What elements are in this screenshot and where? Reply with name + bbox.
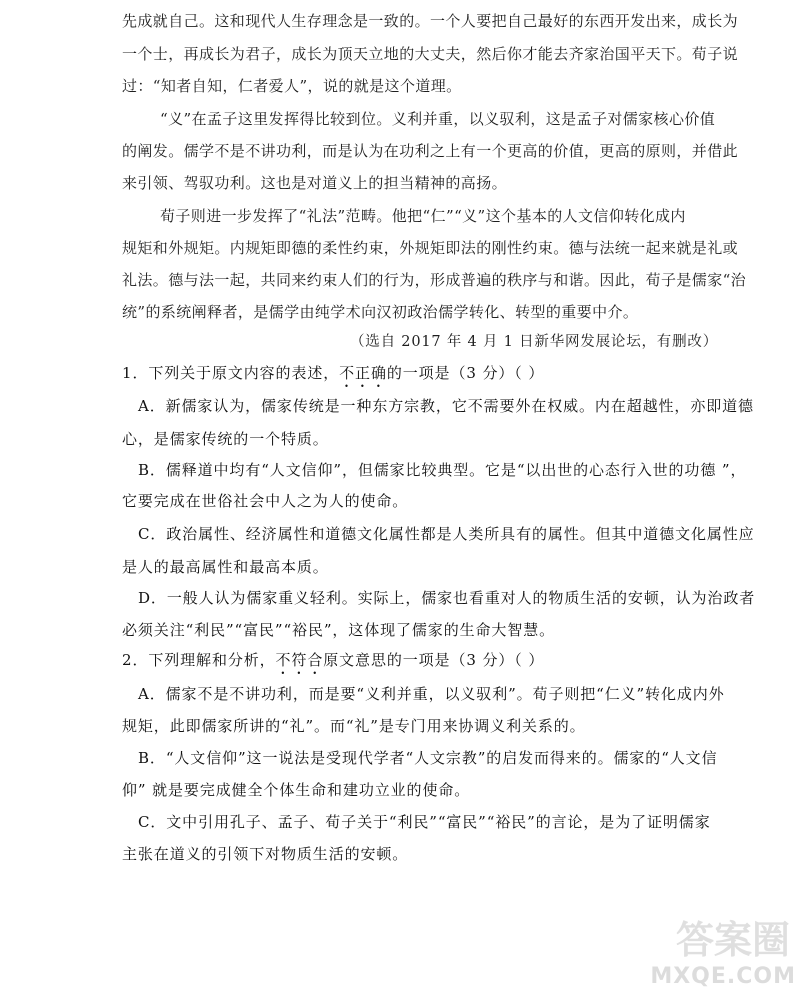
q2-option-b: B．“人文信仰”这一说法是受现代学者“人文宗教”的启发而得来的。儒家的“人文信 [138,749,718,767]
question-1-stem: 1．下列关于原文内容的表述，不正确的一项是（3 分）（ ） [122,364,545,382]
q2-option-c-cont: 主张在道义的引领下对物质生活的安顿。 [122,845,409,863]
passage-line: 来引领、驾驭功利。这也是对道义上的担当精神的高扬。 [122,174,508,192]
q2-option-a-cont: 规矩，此即儒家所讲的“礼”。而“礼”是专门用来协调义利关系的。 [122,717,586,735]
passage-line: 的阐发。儒学不是不讲功利，而是认为在功利之上有一个更高的价值，更高的原则，并借此 [122,142,739,160]
watermark-text: MXQE.COM [650,964,796,989]
q1-option-c-cont: 是人的最高属性和最高本质。 [122,558,329,576]
q1-option-d-cont: 必须关注“利民”“富民”“裕民”，这体现了儒家的生命大智慧。 [122,621,556,639]
passage-line: 礼法。德与法一起，共同来约束人们的行为，形成普遍的秩序与和谐。因此，荀子是儒家“治 [122,271,747,289]
question-2-stem: 2．下列理解和分析，不符合原文意思的一项是（3 分）（ ） [122,651,545,669]
passage-line: 规矩和外规矩。内规矩即德的柔性约束，外规矩即法的刚性约束。德与法统一起来就是礼或 [122,239,739,257]
q1-option-a: A．新儒家认为，儒家传统是一种东方宗教，它不需要外在权威。内在超越性，亦即道德 [138,397,754,415]
q1-option-d: D．一般人认为儒家重义轻利。实际上，儒家也看重对人的物质生活的安顿，认为治政者 [138,589,756,607]
passage-line: 统”的系统阐释者，是儒学由纯学术向汉初政治儒学转化、转型的重要中介。 [122,303,639,321]
passage-line: 一个士，再成长为君子，成长为顶天立地的大丈夫，然后你才能去齐家治国平天下。荀子说 [122,45,739,63]
q2-option-c: C．文中引用孔子、孟子、荀子关于“利民”“富民”“裕民”的言论，是为了证明儒家 [138,813,711,831]
q1-option-b-cont: 它要完成在世俗社会中人之为人的使命。 [122,492,409,510]
q2-option-b-cont: 仰” 就是要完成健全个体生命和建功立业的使命。 [122,781,471,799]
watermark-logo: 答案圈 [676,918,791,962]
passage-line: “义”在孟子这里发挥得比较到位。义利并重，以义驭利，这是孟子对儒家核心价值 [160,110,716,128]
passage-line: 荀子则进一步发挥了“礼法”范畴。他把“仁”“义”这个基本的人文信仰转化成内 [160,207,686,225]
passage-line: 先成就自己。这和现代人生存理念是一致的。一个人要把自己最好的东西开发出来，成长为 [122,12,739,30]
watermark [650,909,796,989]
emphasis-not-correct: 不正确 [339,364,387,382]
emphasis-not-match: 不符合 [275,651,324,669]
source-citation: （选自 2017 年 4 月 1 日新华网发展论坛，有删改） [350,334,719,350]
q1-option-a-cont: 心，是儒家传统的一个特质。 [122,430,329,448]
q1-option-c: C．政治属性、经济属性和道德文化属性都是人类所具有的属性。但其中道德文化属性应 [138,525,755,543]
q2-option-a: A．儒家不是不讲功利，而是要“义利并重，以义驭利”。荀子则把“仁义”转化成内外 [138,685,725,703]
q1-option-b: B．儒释道中均有“人文信仰”，但儒家比较典型。它是“以出世的心态行入世的功德 ”， [138,461,747,479]
passage-line: 过：“知者自知，仁者爱人”，说的就是这个道理。 [122,77,462,95]
